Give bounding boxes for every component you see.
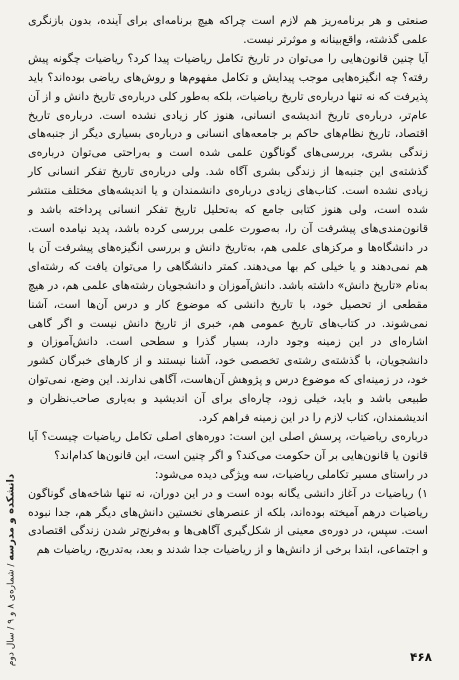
paragraph-three-features: در راستای مسیر تکاملی ریاضیات، سه ویژگی دیده می‌شود: — [154, 467, 428, 481]
journal-issue-label — [6, 474, 17, 666]
page-body — [28, 12, 428, 560]
page-number: ۴۶۸ — [410, 650, 432, 664]
running-sidebar — [0, 470, 22, 680]
paragraph-intro-continuation: صنعتی و هر برنامه‌ریز هم لازم است چراکه هیچ برنامه‌ای برای آینده، بدون بازنگری علمی گذشته، واقع‌بینانه و موثرتر نیست. — [28, 14, 428, 46]
paragraph-history-of-thought: آیا چنین قانون‌هایی را می‌توان در تاریخ تکامل ریاضیات پیدا کرد؟ ریاضیات چگونه پیش رفته؟ چه انگیزه‌هایی موجب پیدایش و تکامل مفهوم‌ها و روش‌های ریاضی بوده‌اند؟ باید پذیرفت که نه تنها درباره‌ی تاریخ ریاضیات، بلکه به‌طور کلی درباره‌ی تاریخ دانش و از آن عام‌تر، درباره‌ی تاریخ اندیشه‌ی انسانی، هنوز کار زیادی نشده است. درباره‌ی تاریخ اقتصاد، تاریخ نظام‌های حاکم بر جامعه‌های انسانی و درباره‌ی بسیاری دیگر از جنبه‌های زندگی بشری، بررسی‌های گوناگون علمی شده است و به‌راحتی می‌توان درباره‌ی گذشته‌ی این جنبه‌ها از زندگی بشری آگاه شد. ولی درباره‌ی تاریخ تفکر انسانی کار زیادی نشده است. کتاب‌های زیادی درباره‌ی دانشمندان و یا اندیشه‌های مختلف منتشر شده است، ولی هنوز کتابی جامع که به‌تحلیل تاریخ تفکر انسانی پرداخته باشد و قانون‌مندی‌های پیشرفت آن را، به‌صورت علمی بررسی کرده باشد، پدید نیامده است. در دانشگاه‌ها و مرکزهای علمی هم، به‌تاریخ دانش و بررسی انگیزه‌های پیشرفت آن یا هم نمی‌دهند و یا خیلی کم بها می‌دهند. کمتر دانشگاهی را می‌توان یافت که رشته‌ای به‌نام «تاریخ دانش» داشته باشد. دانش‌آموزان و دانشجویان رشته‌های علمی هم، در هیچ مقطعی از تحصیل خود، با تاریخ دانشی که موضوع کار و درس آن‌ها است، آشنا نمی‌شوند. در کتاب‌های تاریخ عمومی هم، خبری از تاریخ دانش نیست و اگر گاهی اشاره‌ای در این زمینه وجود دارد، بسیار گذرا و سطحی است. دانش‌آموزان و دانشجویان، با گذشته‌ی رشته‌ی تخصصی خود، آشنا نیستند و از کارهای خبرگان کشور خود، در زمینه‌ای که موضوع درس و پژوهش آن‌هاست، آگاهی ندارند. این وضع، نمی‌توان طبیعی باشد و باید، خیلی زود، چاره‌ای برای آن اندیشید و به‌یاری صاحب‌نظران و اندیشمندان، کتاب لازم را در این زمینه فراهم کرد. — [28, 51, 428, 425]
issue-info: / شماره‌ی ۸ و ۹ / سال دوم — [6, 563, 17, 667]
paragraph-feature-one: ۱) ریاضیات در آغاز دانشی یگانه بوده است و در این دوران، نه تنها شاخه‌های گوناگون ریاضیات درهم آمیخته بوده‌اند، بلکه از عنصرهای نخستین دانش‌های دیگر هم، جدا نبوده است. سپس، در دوره‌ی معینی از شکل‌گیری آگاهی‌ها و به‌فرنج‌تر شدن زندگی اقتصادی و اجتماعی، ابتدا برخی از دانش‌ها و از ریاضیات جدا شدند و بعد، به‌تدریج، ریاضیات هم — [28, 486, 428, 557]
journal-name: دانشکده و مدرسه — [5, 473, 17, 561]
paragraph-main-question: درباره‌ی ریاضیات، پرسش اصلی این است: دوره‌های اصلی تکامل ریاضیات چیست؟ آیا قانون یا قانون‌هایی بر آن حکومت می‌کند؟ و اگر چنین است، این قانون‌ها کدام‌اند؟ — [28, 429, 428, 462]
